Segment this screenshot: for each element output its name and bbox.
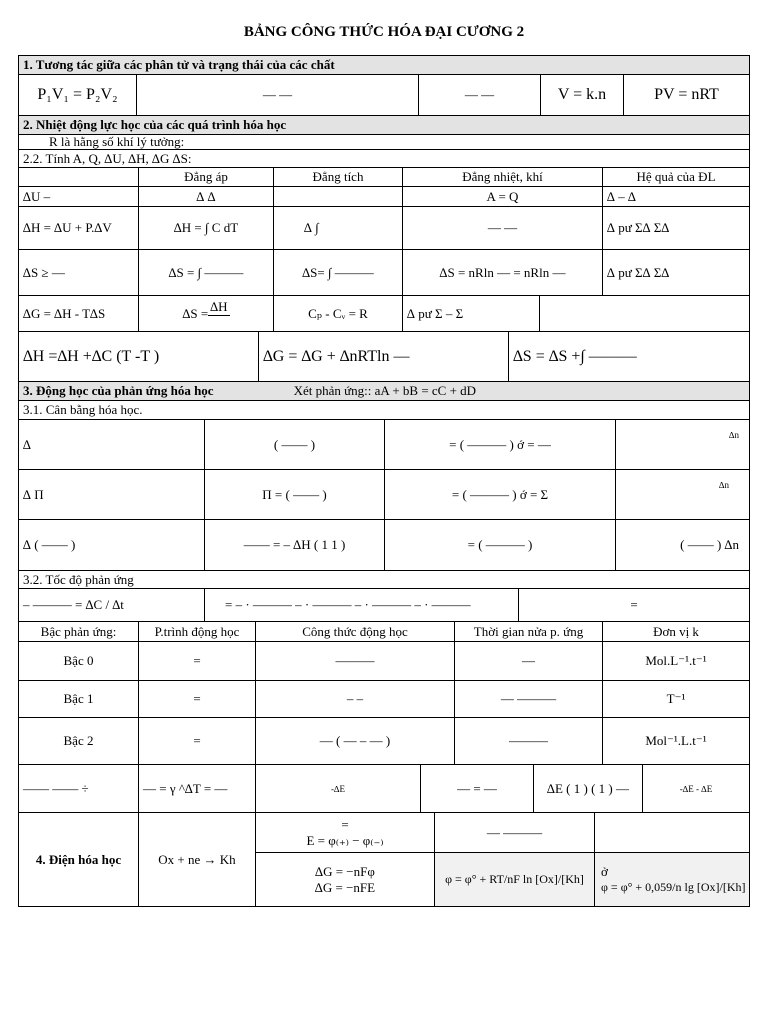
ds-hess: ∆ pư Σ∆ Σ∆ (602, 249, 750, 296)
order-1-label: Bậc 1 (18, 680, 139, 718)
kp-row-label: ∆ (18, 419, 205, 470)
order-0-unit: Mol.L⁻¹.t⁻¹ (602, 641, 750, 681)
ds-isochoric: ∆S= ∫ ——— (273, 249, 403, 296)
ideal-gas-cell: PV = nRT (623, 74, 750, 116)
arrhenius-d: — = — (420, 764, 534, 813)
emf-formula: E = φ₍₊₎ − φ₍₋₎ (306, 832, 384, 848)
kin-head-halflife: Thời gian nửa p. ứng (454, 621, 603, 642)
order-2-formula: — ( — – — ) (255, 717, 455, 765)
arrhenius-e: ∆E ( 1 ) ( 1 ) — (533, 764, 643, 813)
du-isothermal: A = Q (402, 186, 603, 207)
du-hess: ∆ – ∆ (602, 186, 750, 207)
nernst-25-equation: φ = φ° + 0,059/n lg [Ox]/[Kh] (601, 880, 746, 894)
dg-empty (539, 295, 750, 332)
order-0-formula: ——— (255, 641, 455, 681)
emf-cell (255, 812, 435, 853)
vanthoff-row-dn: ( —— ) ∆n (615, 519, 750, 571)
col-head-isothermal: Đẳng nhiệt, khí (402, 167, 603, 187)
section-2-header: 2. Nhiệt động lực học của các quá trình hóa học (18, 115, 750, 135)
order-0-label: Bậc 0 (18, 641, 139, 681)
du-isochoric (273, 186, 403, 207)
gas-constant-line: R là hằng số khí lý tưởng: (18, 134, 750, 150)
dh-isothermal: — — (402, 206, 603, 250)
vanthoff-row-label: ∆ ( —— ) (18, 519, 205, 571)
order-2-eq: = (138, 717, 256, 765)
section-1-header: 1. Tương tác giữa các phân tử và trạng thái của các chất (18, 55, 750, 75)
gibbs-nernst: ∆G = ∆G + ∆nRTln — (258, 331, 509, 382)
subsection-2-2: 2.2. Tính A, Q, ∆U, ∆H, ∆G ∆S: (18, 149, 750, 168)
arrhenius-c: -∆E (255, 764, 421, 813)
col-head-hess: Hệ quả của ĐL (602, 167, 750, 187)
order-0-halflife: — (454, 641, 603, 681)
kirchhoff-s: ∆S = ∆S +∫ ——— (508, 331, 750, 382)
col-head-isochoric: Đẳng tích (273, 167, 403, 187)
section-3-header (18, 381, 750, 401)
ds-eq-cell (138, 295, 274, 332)
rate-def: – ——— = ∆C / ∆t (18, 588, 205, 622)
nernst-25-at: ở (601, 864, 608, 879)
order-1-halflife: — ——— (454, 680, 603, 718)
order-1-formula: – – (255, 680, 455, 718)
gibbs-electro-1: ∆G = −nFφ (315, 863, 375, 879)
section-3-title: 3. Động học của phản ứng hóa học (23, 383, 214, 398)
col-head-isobaric: Đẳng áp (138, 167, 274, 187)
kp-row-dn: ∆n (615, 419, 750, 470)
arrhenius-a: —— —— ÷ (18, 764, 139, 813)
gibbs-electro-cell (255, 852, 435, 907)
page-title: BẢNG CÔNG THỨC HÓA ĐẠI CƯƠNG 2 (243, 24, 525, 40)
subsection-3-1: 3.1. Cân bằng hóa học. (18, 400, 750, 420)
charles-law-cell: — — (136, 74, 419, 116)
dg-label: ∆G = ∆H - T∆S (18, 295, 139, 332)
rate-relations: = – · ——— – · ——— – · ——— – · ——— (204, 588, 519, 622)
ds-isothermal: ∆S = nRln — = nRln — (402, 249, 603, 296)
dh-label: ∆H = ∆U + P.∆V (18, 206, 139, 250)
kin-head-unit: Đơn vị k (602, 621, 750, 642)
kirchhoff-h: ∆H =∆H +∆C (T -T ) (18, 331, 259, 382)
order-0-eq: = (138, 641, 256, 681)
du-label: ∆U – (18, 186, 139, 207)
kin-head-equation: P.trình động học (138, 621, 256, 642)
kc-row-expr: Π = ( —— ) (204, 469, 385, 520)
ds-label: ∆S ≥ — (18, 249, 139, 296)
subsection-3-2: 3.2. Tốc độ phản ứng (18, 570, 750, 589)
order-1-unit: T⁻¹ (602, 680, 750, 718)
emf-aux: — ——— (434, 812, 595, 853)
ds-isobaric: ∆S = ∫ ——— (138, 249, 274, 296)
reaction-equation: Xét phản ứng:: aA + bB = cC + dD (293, 383, 477, 398)
boyle-law-cell: P₁V₁ = P₂V₂ (18, 74, 137, 116)
gibbs-electro-2: ∆G = −nFE (314, 879, 376, 895)
emf-eq-sign: = (341, 816, 349, 832)
emf-empty (594, 812, 750, 853)
kp-row-expr: ( —— ) (204, 419, 385, 470)
order-2-halflife: ——— (454, 717, 603, 765)
kin-head-formula: Công thức động học (255, 621, 455, 642)
ds-eq-text: ∆S = (182, 305, 209, 321)
kc-row-label: ∆ Π (18, 469, 205, 520)
order-2-label: Bậc 2 (18, 717, 139, 765)
dh-numerator: ∆H (210, 299, 228, 314)
dh-isobaric: ∆H = ∫ C dT (138, 206, 274, 250)
redox-half-reaction: Ox + ne → Kh (138, 812, 256, 907)
dg-hess: ∆ pư Σ – Σ (402, 295, 540, 332)
arrhenius-f: -∆E - ∆E (642, 764, 750, 813)
order-1-eq: = (138, 680, 256, 718)
vanthoff-row-eq: = ( ——— ) (384, 519, 616, 571)
kc-row-eq: = ( ——— ) ớ = Σ (384, 469, 616, 520)
kp-row-eq: = ( ——— ) ớ = — (384, 419, 616, 470)
section-4-label: 4. Điện hóa học (18, 812, 139, 907)
vanthoff-row-expr: —— = – ∆H ( 1 1 ) (204, 519, 385, 571)
kin-head-order: Bậc phản ứng: (18, 621, 139, 642)
nernst-25-cell (594, 852, 750, 907)
gay-lussac-cell: — — (418, 74, 541, 116)
col-head-empty (18, 167, 139, 187)
arrhenius-b: — = γ ^∆T = — (138, 764, 256, 813)
dh-isochoric: ∆ ∫ (273, 206, 403, 250)
order-2-unit: Mol⁻¹.L.t⁻¹ (602, 717, 750, 765)
dh-hess: ∆ pư Σ∆ Σ∆ (602, 206, 750, 250)
kc-row-dn: ∆n (615, 469, 750, 520)
avogadro-cell: V = k.n (540, 74, 624, 116)
du-isobaric: ∆ ∆ (138, 186, 274, 207)
mayer-relation: Cₚ - Cᵥ = R (273, 295, 403, 332)
nernst-equation: φ = φ° + RT/nF ln [Ox]/[Kh] (434, 852, 595, 907)
rate-law: = (518, 588, 750, 622)
